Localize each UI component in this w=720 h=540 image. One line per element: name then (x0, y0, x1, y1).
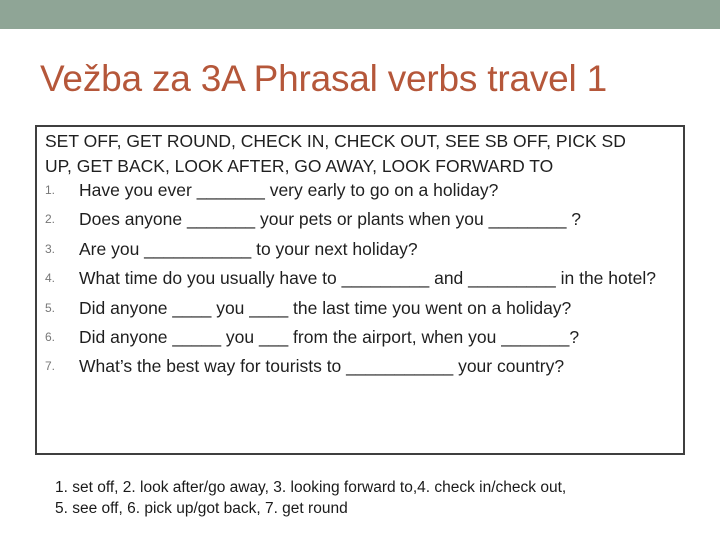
question-number: 5. (45, 300, 56, 315)
question-text: Did anyone ____ you ____ the last time you went on a holiday? (79, 297, 572, 318)
question-item (45, 208, 664, 231)
question-text: Have you ever _______ very early to go on a holiday? (79, 180, 499, 200)
question-item (45, 355, 664, 378)
phrasal-verb-list: SET OFF, GET ROUND, CHECK IN, CHECK OUT, SEE SB OFF, PICK SD UP, GET BACK, LOOK AFTER, GO AWAY, LOOK FORWARD TO (45, 131, 626, 176)
question-number: 1. (45, 183, 56, 197)
question-number: 7. (45, 359, 56, 374)
question-item (45, 267, 664, 290)
question-number: 6. (45, 329, 56, 344)
question-text: Are you ___________ to your next holiday? (79, 238, 418, 259)
question-number: 3. (45, 241, 56, 256)
question-item (45, 326, 664, 349)
answer-key: 1. set off, 2. look after/go away, 3. looking forward to,4. check in/check out, 5. see off, 6. pick up/got back, 7. get round (55, 479, 567, 517)
slide-title: Vežba za 3A Phrasal verbs travel 1 (40, 58, 608, 99)
question-text: What time do you usually have to _________ and _________ in the hotel? (79, 268, 656, 289)
question-number: 4. (45, 271, 56, 286)
top-decor-bar (0, 0, 720, 29)
question-item (45, 238, 664, 261)
question-list (45, 179, 683, 378)
exercise-box (35, 125, 685, 455)
question-item (45, 297, 664, 320)
question-text: Does anyone _______ your pets or plants when you ________ ? (79, 209, 582, 230)
question-number: 2. (45, 212, 56, 227)
question-text: Did anyone _____ you ___ from the airport, when you _______? (79, 326, 580, 347)
question-text: What’s the best way for tourists to ___________ your country? (79, 356, 565, 377)
question-item (45, 179, 664, 202)
